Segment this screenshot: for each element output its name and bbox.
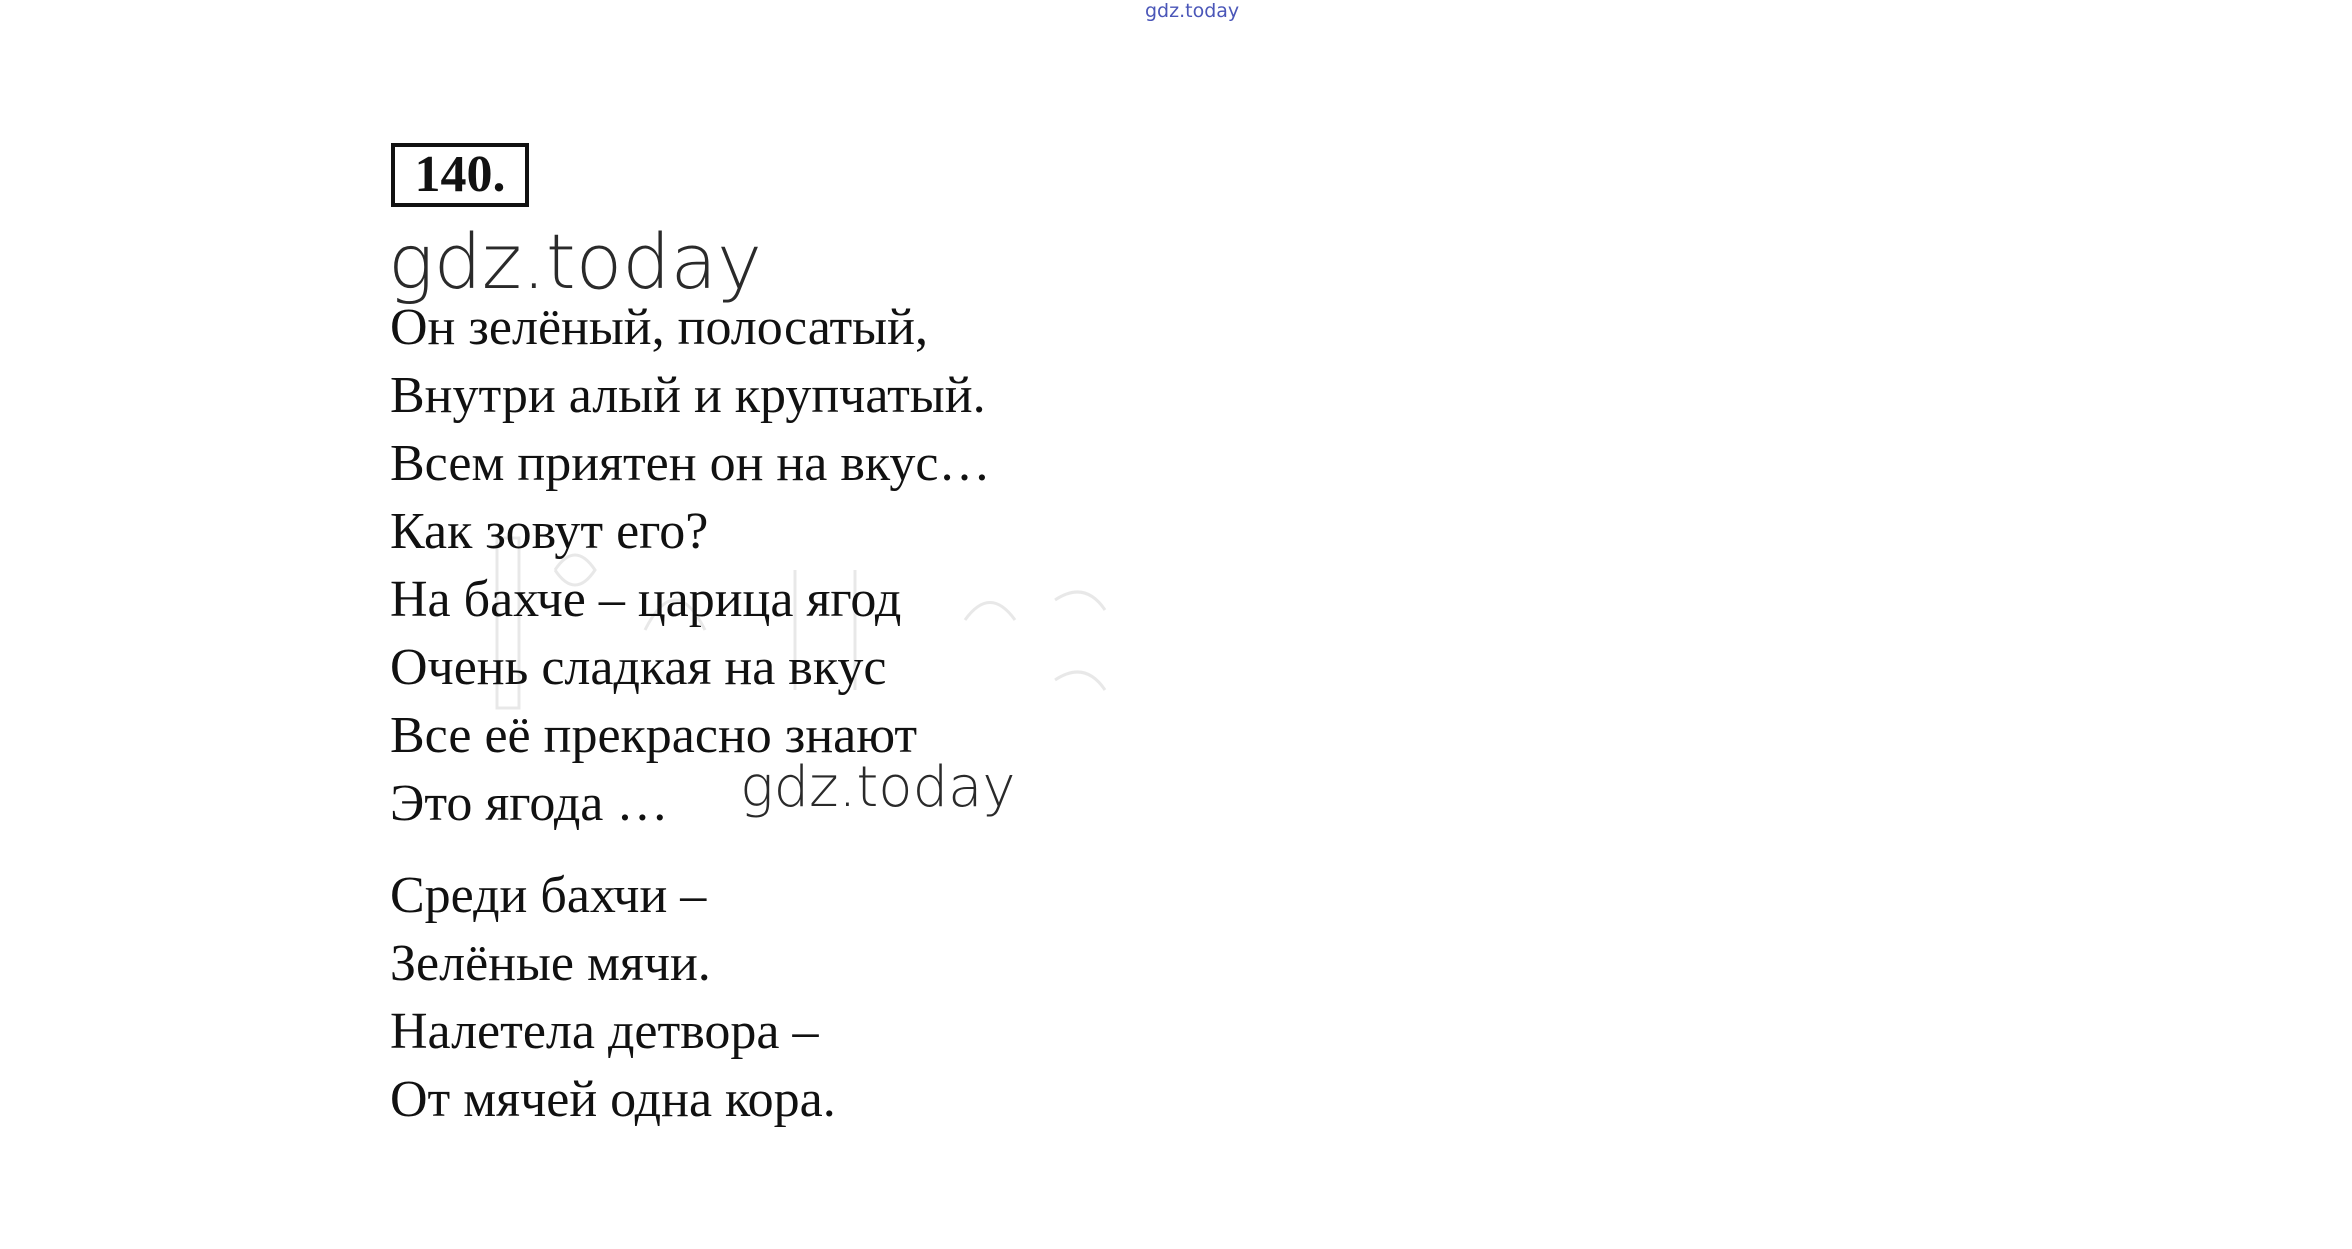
- riddle1-line-5: На бахче – царица ягод: [390, 571, 902, 628]
- riddle1-line-3: Всем приятен он на вкус…: [390, 435, 991, 492]
- riddle2-line-2: Зелёные мячи.: [390, 935, 711, 992]
- riddle1-line-6: Очень сладкая на вкус: [390, 639, 887, 696]
- watermark-small: gdz.today: [740, 755, 1016, 820]
- task-number: 140.: [391, 143, 529, 207]
- watermark-large: gdz.today: [388, 217, 762, 306]
- riddle2-line-3: Налетела детвора –: [390, 1003, 819, 1060]
- header-watermark: gdz.today: [1145, 0, 1240, 22]
- riddle1-line-8: Это ягода …: [390, 775, 669, 832]
- riddle1-line-2: Внутри алый и крупчатый.: [390, 367, 986, 424]
- riddle1-line-7: Все её прекрасно знают: [390, 707, 918, 764]
- riddle1-line-1: Он зелёный, полосатый,: [390, 299, 928, 356]
- riddle2-line-4: От мячей одна кора.: [390, 1071, 836, 1128]
- riddle2-line-1: Среди бахчи –: [390, 867, 707, 924]
- riddle1-line-4: Как зовут его?: [390, 503, 709, 560]
